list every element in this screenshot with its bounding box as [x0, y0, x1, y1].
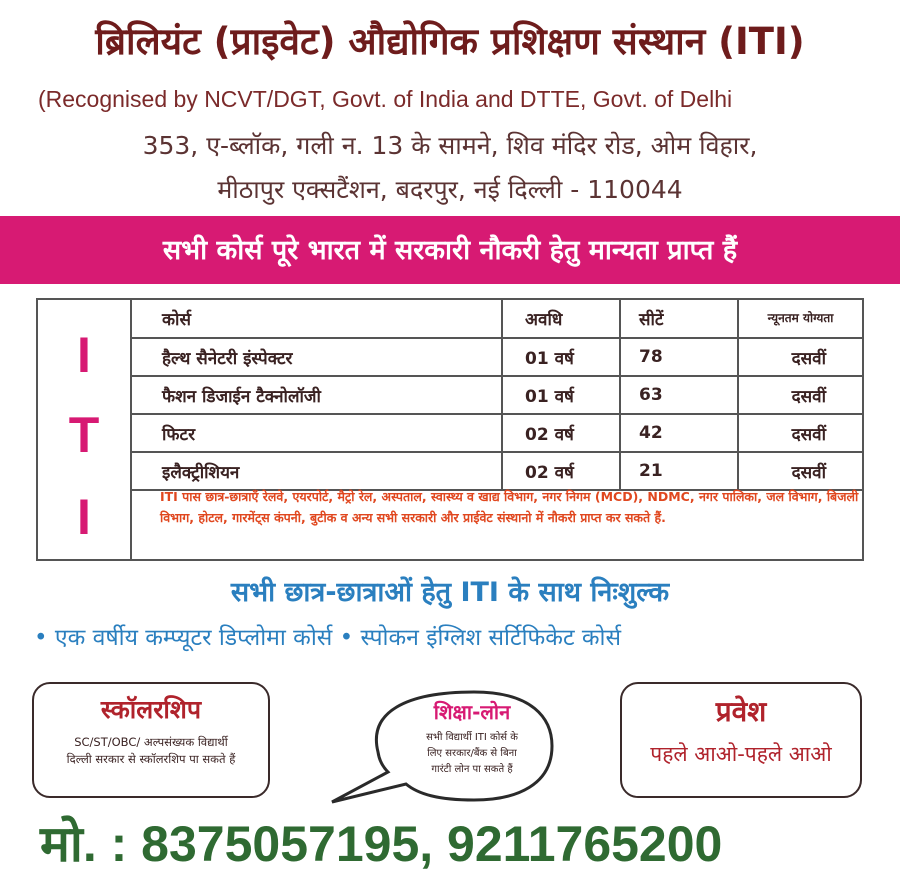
free-courses-title: सभी छात्र-छात्राओं हेतु ITI के साथ निःशुल्क [230, 577, 670, 608]
course-name: फैशन डिजाईन टैक्नोलॉजी [132, 376, 502, 414]
iti-letter-t: T [68, 407, 100, 463]
course-qualification: दसवीं [738, 376, 862, 414]
course-qualification: दसवीं [738, 452, 862, 490]
scholarship-line-1: SC/ST/OBC/ अल्पसंख्यक विद्यार्थी [74, 735, 228, 749]
table-row [132, 338, 862, 376]
loan-line-1: सभी विद्यार्थी ITI कोर्स के [426, 732, 518, 743]
scholarship-title: स्कॉलरशिप [100, 695, 202, 724]
iti-letter-i-second: I [77, 489, 91, 545]
course-duration: 02 वर्ष [502, 414, 620, 452]
course-qualification: दसवीं [738, 338, 862, 376]
header-duration: अवधि [502, 300, 620, 338]
course-name: फिटर [132, 414, 502, 452]
table-row [132, 414, 862, 452]
mobile-numbers: मो. : 8375057195, 9211765200 [40, 816, 723, 872]
banner-text: सभी कोर्स पूरे भारत में सरकारी नौकरी हेतु मान्यता प्राप्त हैं [162, 235, 738, 266]
iti-column [38, 300, 132, 559]
header-course: कोर्स [132, 300, 502, 338]
jobs-note: ITI पास छात्र-छात्राएँ रेलवे, एयरपोर्ट, मैट्रो रेल, अस्पताल, स्वास्थ्य व खाद्य विभाग, नगर निगम (MCD), NDMC, नगर पालिका, जल विभाग, बिजली विभाग, होटल, गारमेंट्स कंपनी, बुटीक व अन्य सभी सरकारी और प्राईवेट संस्थानो में नौकरी प्राप्त कर सकते हैं. [160, 489, 859, 525]
recognition-text: (Recognised by NCVT/DGT, Govt. of India and DTTE, Govt. of Delhi [38, 86, 733, 112]
admission-text: पहले आओ-पहले आओ [650, 742, 832, 766]
course-duration: 02 वर्ष [502, 452, 620, 490]
scholarship-text [34, 734, 268, 768]
admission-title: प्रवेश [715, 695, 767, 728]
address-line-2: मीठापुर एक्सटैंशन, बदरपुर, नई दिल्ली - 110044 [217, 175, 683, 204]
table-row [132, 452, 862, 490]
course-seats: 78 [620, 338, 738, 376]
scholarship-card [32, 682, 270, 798]
loan-line-3: गारंटी लोन पा सकते हैं [431, 764, 513, 775]
recognition-banner [0, 216, 900, 284]
institute-title: ब्रिलियंट (प्राइवेट) औद्योगिक प्रशिक्षण संस्थान (ITI) [95, 20, 805, 63]
header-qualification: न्यूनतम योग्यता [738, 300, 862, 338]
scholarship-line-2: दिल्ली सरकार से स्कॉलरशिप पा सकते हैं [66, 752, 236, 766]
course-box [36, 298, 864, 561]
course-duration: 01 वर्ष [502, 338, 620, 376]
course-seats: 63 [620, 376, 738, 414]
address-line-1: 353, ए-ब्लॉक, गली न. 13 के सामने, शिव मंदिर रोड, ओम विहार, [142, 131, 758, 160]
loan-line-2: लिए सरकार/बैंक से बिना [427, 748, 517, 759]
course-seats: 42 [620, 414, 738, 452]
course-name: हैल्थ सैनेटरी इंस्पेक्टर [132, 338, 502, 376]
table-header-row [132, 300, 862, 338]
header-seats: सीटें [620, 300, 738, 338]
course-duration: 01 वर्ष [502, 376, 620, 414]
loan-title: शिक्षा-लोन [433, 700, 511, 724]
free-courses-list: • एक वर्षीय कम्प्यूटर डिप्लोमा कोर्स • स्पोकन इंग्लिश सर्टिफिकेट कोर्स [34, 625, 622, 651]
iti-letter-i: I [77, 327, 91, 383]
table-row [132, 376, 862, 414]
course-name: इलैक्ट्रीशियन [132, 452, 502, 490]
course-table [132, 300, 862, 491]
course-qualification: दसवीं [738, 414, 862, 452]
loan-text [396, 730, 548, 778]
admission-card [620, 682, 862, 798]
course-seats: 21 [620, 452, 738, 490]
